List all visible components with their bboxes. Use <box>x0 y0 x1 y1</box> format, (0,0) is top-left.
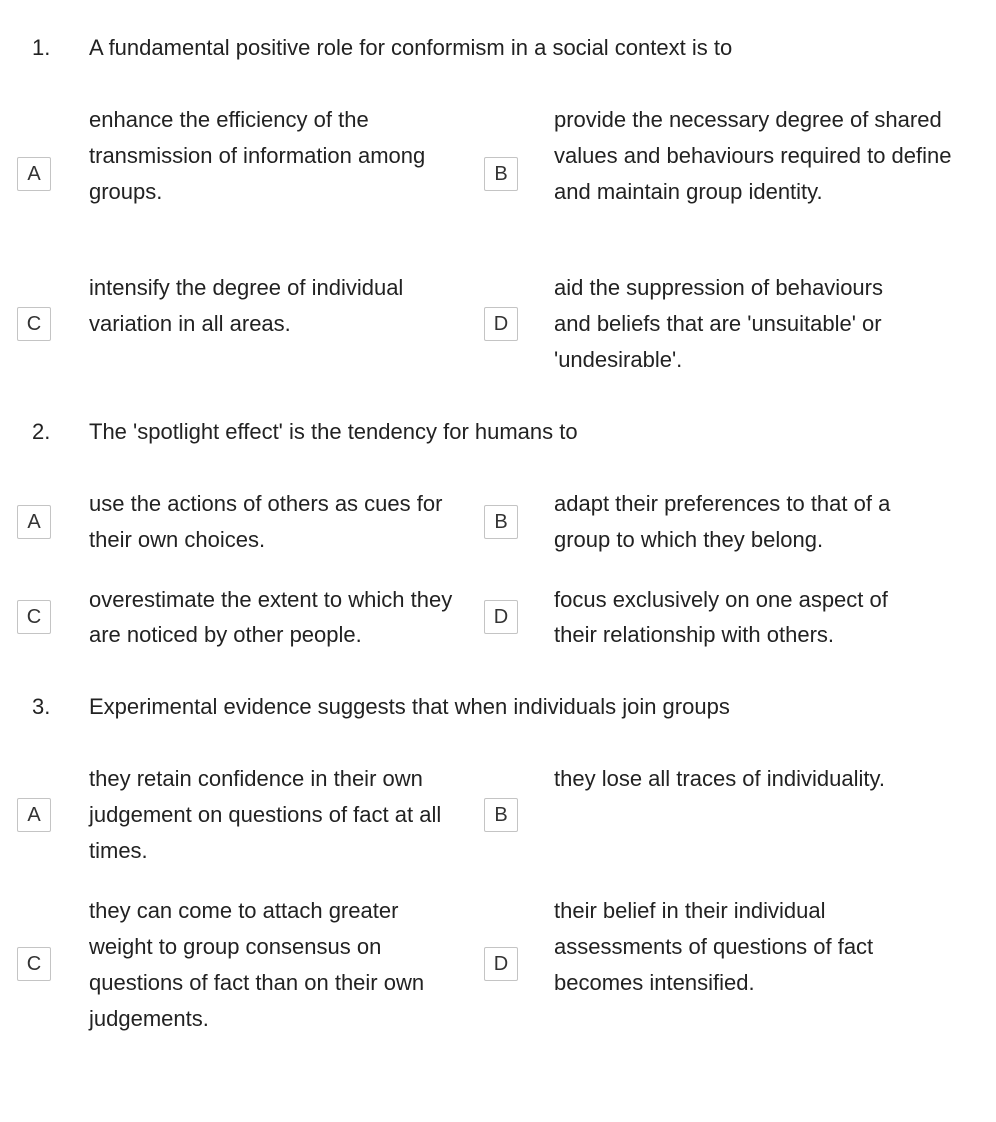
question-2-option-d-box[interactable]: D <box>484 600 518 634</box>
question-1-option-d-box[interactable]: D <box>484 307 518 341</box>
question-3-option-d-text[interactable]: their belief in their individual assessments of questions of fact becomes intensified. <box>554 898 874 995</box>
question-1-option-a-text[interactable]: enhance the efficiency of the transmission of information among groups. <box>89 107 426 204</box>
question-2-option-b-box[interactable]: B <box>484 505 518 539</box>
question-1-option-b-text[interactable]: provide the necessary degree of shared values and behaviours required to define and maintain group identity. <box>554 107 952 204</box>
question-1-option-c-text[interactable]: intensify the degree of individual variation in all areas. <box>89 275 404 336</box>
question-3-option-b-box[interactable]: B <box>484 798 518 832</box>
question-1-option-a-box[interactable]: A <box>17 157 51 191</box>
question-1-stem: A fundamental positive role for conformism in a social context is to <box>89 35 733 60</box>
question-2-option-a-text[interactable]: use the actions of others as cues for their own choices. <box>89 491 443 552</box>
question-1-option-b-box[interactable]: B <box>484 157 518 191</box>
question-2-option-c-box[interactable]: C <box>17 600 51 634</box>
question-3-stem: Experimental evidence suggests that when individuals join groups <box>89 694 730 719</box>
question-3-option-a-text[interactable]: they retain confidence in their own judgement on questions of fact at all times. <box>89 766 442 863</box>
question-3-option-c-text[interactable]: they can come to attach greater weight to group consensus on questions of fact than on their own judgements. <box>89 898 425 1031</box>
question-3-option-d-box[interactable]: D <box>484 947 518 981</box>
question-3-number: 3. <box>32 694 51 719</box>
question-1-option-c-box[interactable]: C <box>17 307 51 341</box>
question-3-option-b-text[interactable]: they lose all traces of individuality. <box>554 766 885 791</box>
question-2-option-a-box[interactable]: A <box>17 505 51 539</box>
question-2-stem: The 'spotlight effect' is the tendency for humans to <box>89 419 578 444</box>
question-2-option-c-text[interactable]: overestimate the extent to which they are noticed by other people. <box>89 587 453 647</box>
question-2-number: 2. <box>32 419 51 444</box>
question-2-option-d-text[interactable]: focus exclusively on one aspect of their relationship with others. <box>554 587 888 647</box>
question-2-option-b-text[interactable]: adapt their preferences to that of a group to which they belong. <box>554 491 891 552</box>
question-1-option-d-text[interactable]: aid the suppression of behaviours and beliefs that are 'unsuitable' or 'undesirable'. <box>554 275 883 372</box>
question-3-option-a-box[interactable]: A <box>17 798 51 832</box>
question-1-number: 1. <box>32 35 51 60</box>
question-3-option-c-box[interactable]: C <box>17 947 51 981</box>
